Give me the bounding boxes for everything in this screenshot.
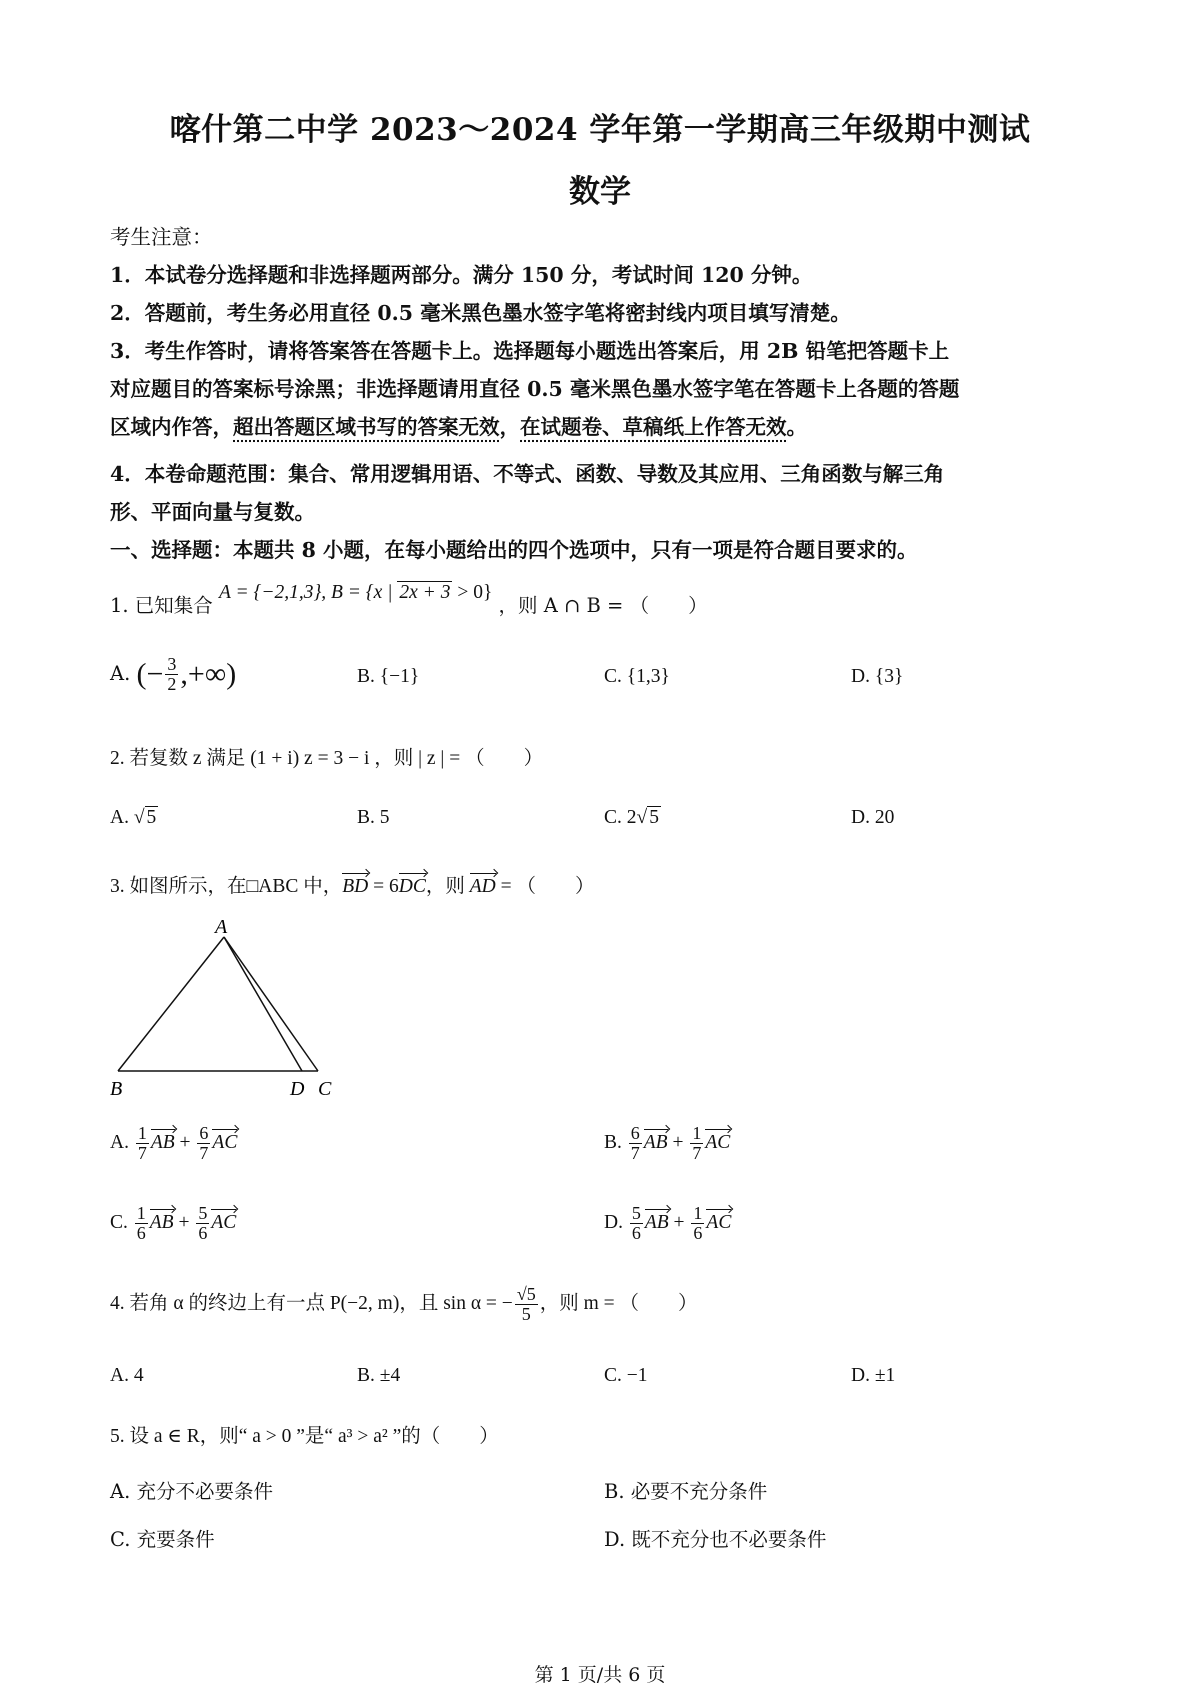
- notice-line-3a: 3．考生作答时，请将答案答在答题卡上。选择题每小题选出答案后，用 2B 铅笔把答题卡上: [110, 339, 950, 363]
- question-5: 5. 设 a ∈ R，则“ a > 0 ”是“ a³ > a² ”的（ ）: [110, 1426, 499, 1447]
- notice-line-2: 2．答题前，考生务必用直径 0.5 毫米黑色墨水签字笔将密封线内项目填写清楚。: [110, 301, 851, 325]
- q3-a-d1: 7: [137, 1142, 147, 1163]
- q3-pre: 3. 如图所示，在□ABC 中，: [110, 876, 343, 897]
- notice-heading: 考生注意：: [110, 225, 213, 249]
- q3-vector-ad: AD: [469, 876, 496, 897]
- section-heading: 一、选择题：本题共 8 小题，在每小题给出的四个选项中，只有一项是符合题目要求的。: [110, 538, 918, 562]
- q3-b-vec2: AC: [705, 1131, 731, 1153]
- q4-den: 5: [521, 1303, 531, 1324]
- q2-option-c: C. 2√ 5: [604, 807, 659, 828]
- q3-b-d2: 7: [692, 1142, 702, 1163]
- notice-line-3c-end: 。: [786, 415, 807, 439]
- notice-line-1: 1．本试卷分选择题和非选择题两部分。满分 150 分，考试时间 120 分钟。: [110, 263, 813, 287]
- q4-pre: 4. 若角 α 的终边上有一点 P(−2, m)，且 sin α = −: [110, 1292, 513, 1314]
- q3-d-d1: 6: [631, 1222, 641, 1243]
- q3-c-vec2: AC: [211, 1211, 237, 1233]
- q3-eq: = 6: [368, 876, 399, 897]
- q3-b-label: B.: [604, 1131, 622, 1153]
- q3-c-n1: 1: [136, 1203, 146, 1223]
- side-ac: [224, 937, 318, 1071]
- q2-option-c-label: C.: [604, 807, 622, 828]
- q3-d-frac1: [630, 1204, 643, 1243]
- q1-option-a-label: A.: [110, 661, 131, 685]
- q3-vector-dc: DC: [398, 876, 426, 897]
- q3-option-d: D. $\frac{5}{6}$ AB + $\frac{1}{6}$ AC: [604, 1203, 732, 1243]
- q3-c-frac2: [196, 1204, 209, 1243]
- q1-radicand: 2x + 3: [399, 582, 451, 603]
- q2-option-a: A. √ 5: [110, 807, 157, 828]
- q3-option-b: B. $\frac{6}{7}$ AB + $\frac{1}{7}$ AC: [604, 1123, 731, 1163]
- q3-a-frac2: [197, 1124, 210, 1163]
- q1-option-a: [110, 655, 236, 694]
- q3-b-frac1: [629, 1124, 642, 1163]
- label-c: C: [318, 1078, 332, 1100]
- q1-option-a-end: ,+∞): [180, 657, 237, 691]
- question-1: [110, 582, 708, 618]
- q3-c-n2: 5: [198, 1203, 208, 1223]
- q5-option-b: B. 必要不充分条件: [604, 1480, 768, 1503]
- q1-option-a-fraction: [165, 655, 178, 694]
- q3-b-d1: 7: [630, 1142, 640, 1163]
- q3-d-label: D.: [604, 1211, 623, 1233]
- q1-a-num: 3: [167, 654, 177, 674]
- notice-line-4b: 形、平面向量与复数。: [110, 500, 315, 524]
- q1-a-den: 2: [167, 673, 177, 694]
- q1-option-d: D. {3}: [851, 666, 904, 687]
- q1-set-b-end: > 0}: [452, 582, 493, 603]
- q2-option-b: B. 5: [357, 807, 390, 828]
- q1-option-a-open: (−: [136, 657, 164, 691]
- q3-c-d1: 6: [136, 1222, 146, 1243]
- q3-a-n1: 1: [137, 1123, 147, 1143]
- notice-emphasis-2: 在试题卷、草稿纸上作答无效: [520, 415, 787, 439]
- q3-a-n2: 6: [199, 1123, 209, 1143]
- page-footer: 第 1 页/共 6 页: [534, 1664, 666, 1686]
- q3-a-label: A.: [110, 1131, 129, 1153]
- exam-title: 喀什第二中学 2023～2024 学年第一学期高三年级期中测试: [169, 112, 1031, 148]
- q3-a-vec2: AC: [212, 1131, 238, 1153]
- q3-d-frac2: [691, 1204, 704, 1243]
- notice-line-4a: 4．本卷命题范围：集合、常用逻辑用语、不等式、函数、导数及其应用、三角函数与解三角: [110, 462, 945, 486]
- notice-line-3c-mid: ，: [499, 415, 520, 439]
- notice-emphasis-1: 超出答题区域书写的答案无效: [233, 415, 500, 439]
- question-3: [110, 870, 594, 898]
- q1-prefix: 1. 已知集合: [110, 594, 213, 617]
- q3-b-n2: 1: [692, 1123, 702, 1143]
- q2-option-d: D. 20: [851, 807, 895, 828]
- q2-option-c-coef: 2: [626, 807, 637, 828]
- q4-num: √5: [516, 1284, 536, 1304]
- q2-option-a-label: A.: [110, 807, 129, 828]
- notice-line-3b: 对应题目的答案标号涂黑；非选择题请用直径 0.5 毫米黑色墨水签字笔在答题卡上各题的答题: [110, 377, 960, 401]
- segment-ad: [224, 937, 302, 1071]
- q2-option-c-radicand: 5: [649, 807, 659, 828]
- q4-option-a: A. 4: [110, 1365, 144, 1386]
- q1-set-a: A = {−2,1,3}, B = {x |: [219, 582, 398, 603]
- q4-option-c: C. −1: [604, 1365, 648, 1386]
- q3-b-vec1: AB: [643, 1131, 668, 1153]
- subject-title: 数学: [569, 174, 631, 210]
- q5-option-d: D. 既不充分也不必要条件: [604, 1528, 827, 1551]
- q1-option-c: C. {1,3}: [604, 666, 670, 687]
- q3-a-frac1: [136, 1124, 149, 1163]
- q3-c-d2: 6: [198, 1222, 208, 1243]
- q3-a-vec1: AB: [150, 1131, 175, 1153]
- q1-suffix: ，则 A ∩ B = （ ）: [498, 594, 708, 617]
- question-2: 2. 若复数 z 满足 (1 + i) z = 3 − i ，则 | z | = （ ）: [110, 748, 544, 769]
- q3-option-a: A. $\frac{1}{7}$ AB + $\frac{6}{7}$ AC: [110, 1123, 238, 1163]
- q3-vector-bd: BD: [342, 876, 369, 897]
- q1-option-b: B. {−1}: [357, 666, 420, 687]
- q3-a-d2: 7: [199, 1142, 209, 1163]
- q3-d-n2: 1: [693, 1203, 703, 1223]
- q3-b-frac2: [690, 1124, 703, 1163]
- label-d: D: [290, 1078, 305, 1100]
- q5-option-a: A. 充分不必要条件: [110, 1480, 273, 1503]
- q4-end: ，则 m = （ ）: [539, 1292, 698, 1314]
- q5-option-c: C. 充要条件: [110, 1528, 215, 1551]
- q3-end: = （ ）: [495, 876, 595, 897]
- label-b: B: [110, 1078, 123, 1100]
- notice-line-3c-pre: 区域内作答，: [110, 415, 233, 439]
- label-a: A: [215, 916, 228, 938]
- q3-c-frac1: [135, 1204, 148, 1243]
- q4-option-b: B. ±4: [357, 1365, 401, 1386]
- q4-option-d: D. ±1: [851, 1365, 896, 1386]
- question-4: [110, 1285, 698, 1324]
- q3-d-d2: 6: [693, 1222, 703, 1243]
- q3-option-c: C. $\frac{1}{6}$ AB + $\frac{5}{6}$ AC: [110, 1203, 237, 1243]
- q4-fraction: [515, 1285, 538, 1324]
- q3-mid: ，则: [425, 876, 470, 897]
- q3-c-label: C.: [110, 1211, 128, 1233]
- side-ab: [118, 937, 224, 1071]
- q2-option-a-radicand: 5: [146, 807, 157, 828]
- q3-b-n1: 6: [630, 1123, 640, 1143]
- notice-line-3c: [110, 417, 807, 438]
- q3-d-vec2: AC: [706, 1211, 732, 1233]
- q3-d-n1: 5: [631, 1203, 641, 1223]
- triangle-figure: [100, 915, 360, 1105]
- q3-c-vec1: AB: [149, 1211, 174, 1233]
- q3-d-vec1: AB: [644, 1211, 669, 1233]
